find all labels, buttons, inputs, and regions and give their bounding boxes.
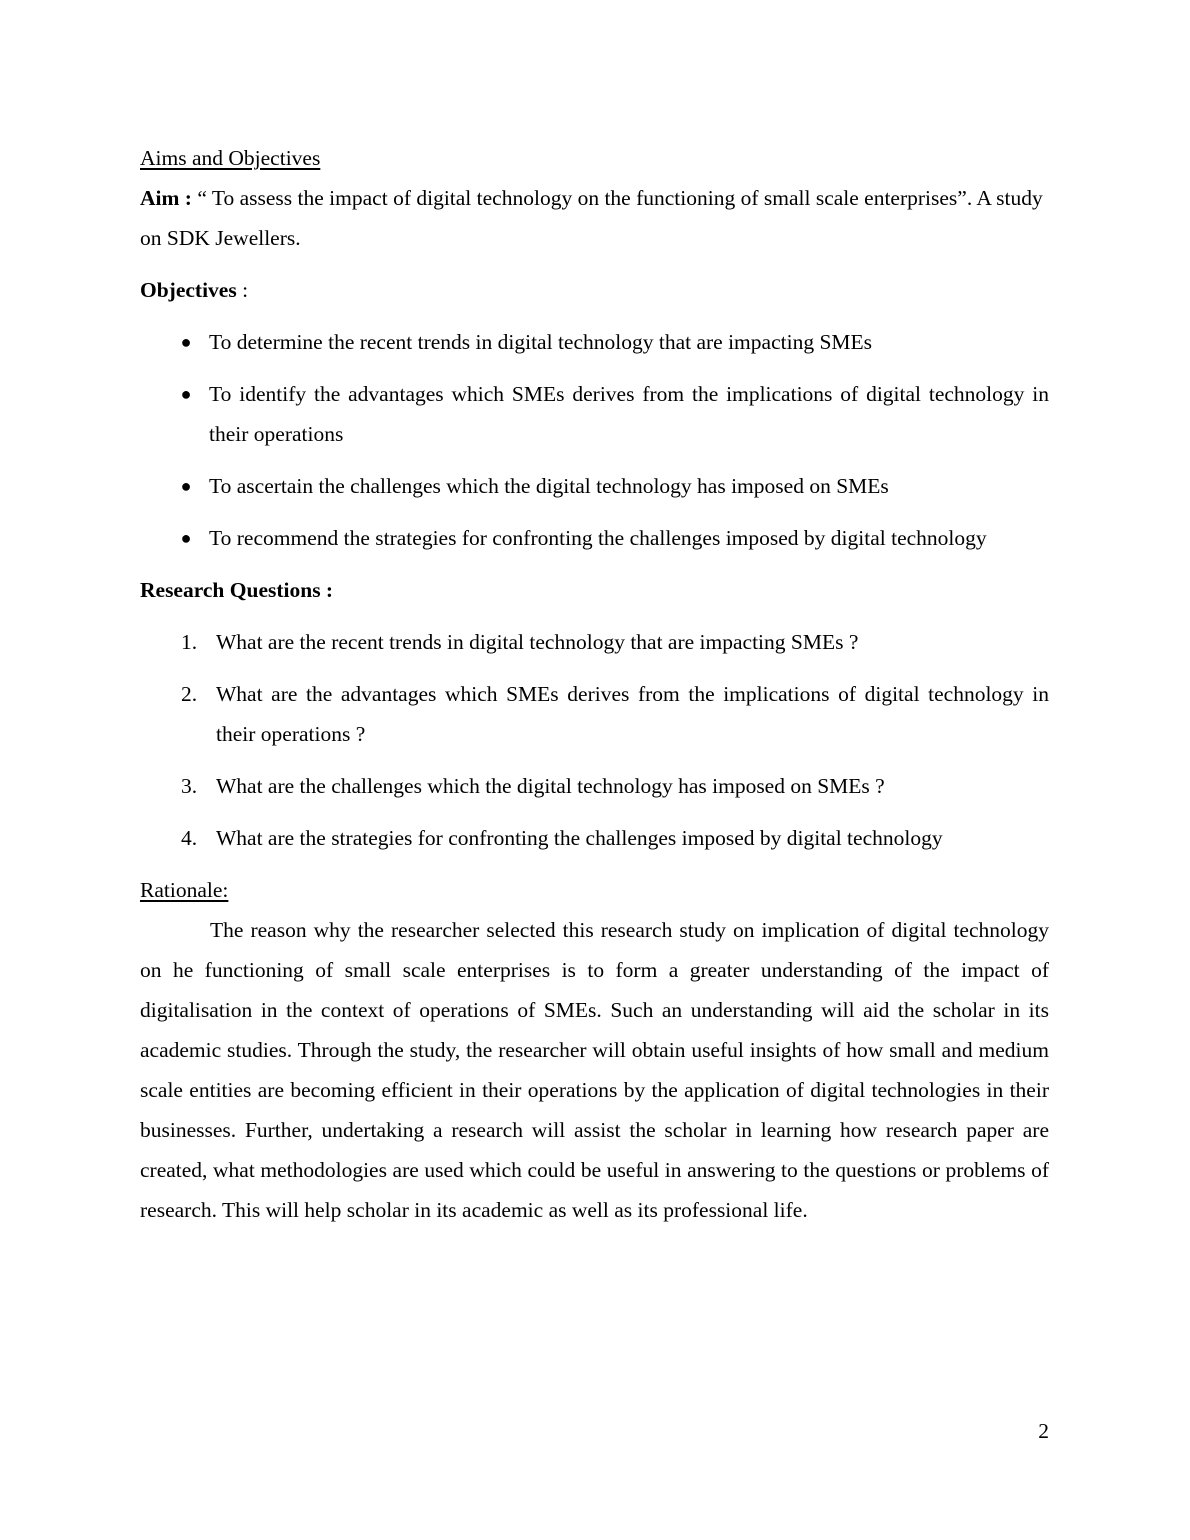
research-questions-heading: Research Questions : <box>140 578 334 602</box>
objective-item <box>180 322 1049 362</box>
question-number: 2. <box>181 682 198 706</box>
objectives-suffix: : <box>236 278 249 302</box>
rationale-heading: Rationale: <box>140 878 229 902</box>
objectives-list <box>140 322 1049 558</box>
aim-text: “ To assess the impact of digital technology on the functioning of small scale enterprises”. A study on SDK Jewellers. <box>140 186 1043 250</box>
question-number: 1. <box>181 630 198 654</box>
question-item <box>181 674 1049 754</box>
question-item <box>181 818 1049 858</box>
objective-text: To identify the advantages which SMEs derives from the implications of digital technology in their operations <box>209 382 1049 446</box>
objective-item <box>180 466 1049 506</box>
question-text: What are the challenges which the digital technology has imposed on SMEs ? <box>216 774 885 798</box>
question-text: What are the advantages which SMEs derives from the implications of digital technology in their operations ? <box>216 682 1049 746</box>
objectives-label: Objectives <box>140 278 237 302</box>
objectives-heading <box>140 270 1049 310</box>
page-number: 2 <box>1038 1419 1049 1443</box>
research-questions-list <box>140 622 1049 858</box>
objective-item <box>180 374 1049 454</box>
objective-text: To recommend the strategies for confronting the challenges imposed by digital technology <box>209 526 987 550</box>
aims-heading: Aims and Objectives <box>140 146 321 170</box>
bullet-icon: ● <box>180 476 192 496</box>
objective-text: To ascertain the challenges which the digital technology has imposed on SMEs <box>209 474 889 498</box>
bullet-icon: ● <box>180 384 192 404</box>
document-page <box>140 138 1049 1230</box>
question-item <box>181 766 1049 806</box>
objective-item <box>180 518 1049 558</box>
bullet-icon: ● <box>180 332 192 352</box>
question-number: 3. <box>181 774 198 798</box>
question-text: What are the recent trends in digital technology that are impacting SMEs ? <box>216 630 859 654</box>
objective-text: To determine the recent trends in digital technology that are impacting SMEs <box>209 330 873 354</box>
question-text: What are the strategies for confronting the challenges imposed by digital technology <box>216 826 943 850</box>
aim-paragraph <box>140 178 1049 258</box>
question-number: 4. <box>181 826 198 850</box>
aim-label: Aim : <box>140 186 192 210</box>
rationale-paragraph: The reason why the researcher selected this research study on implication of digital technology on he functioning of small scale enterprises is to form a greater understanding of the impact of digitalisation in the context of operations of SMEs. Such an understanding will aid the scholar in its academic studies. Through the study, the researcher will obtain useful insights of how small and medium scale entities are becoming efficient in their operations by the application of digital technologies in their businesses. Further, undertaking a research will assist the scholar in learning how research paper are created, what methodologies are used which could be useful in answering to the questions or problems of research. This will help scholar in its academic as well as its professional life. <box>140 918 1049 1222</box>
question-item <box>181 622 1049 662</box>
bullet-icon: ● <box>180 528 192 548</box>
